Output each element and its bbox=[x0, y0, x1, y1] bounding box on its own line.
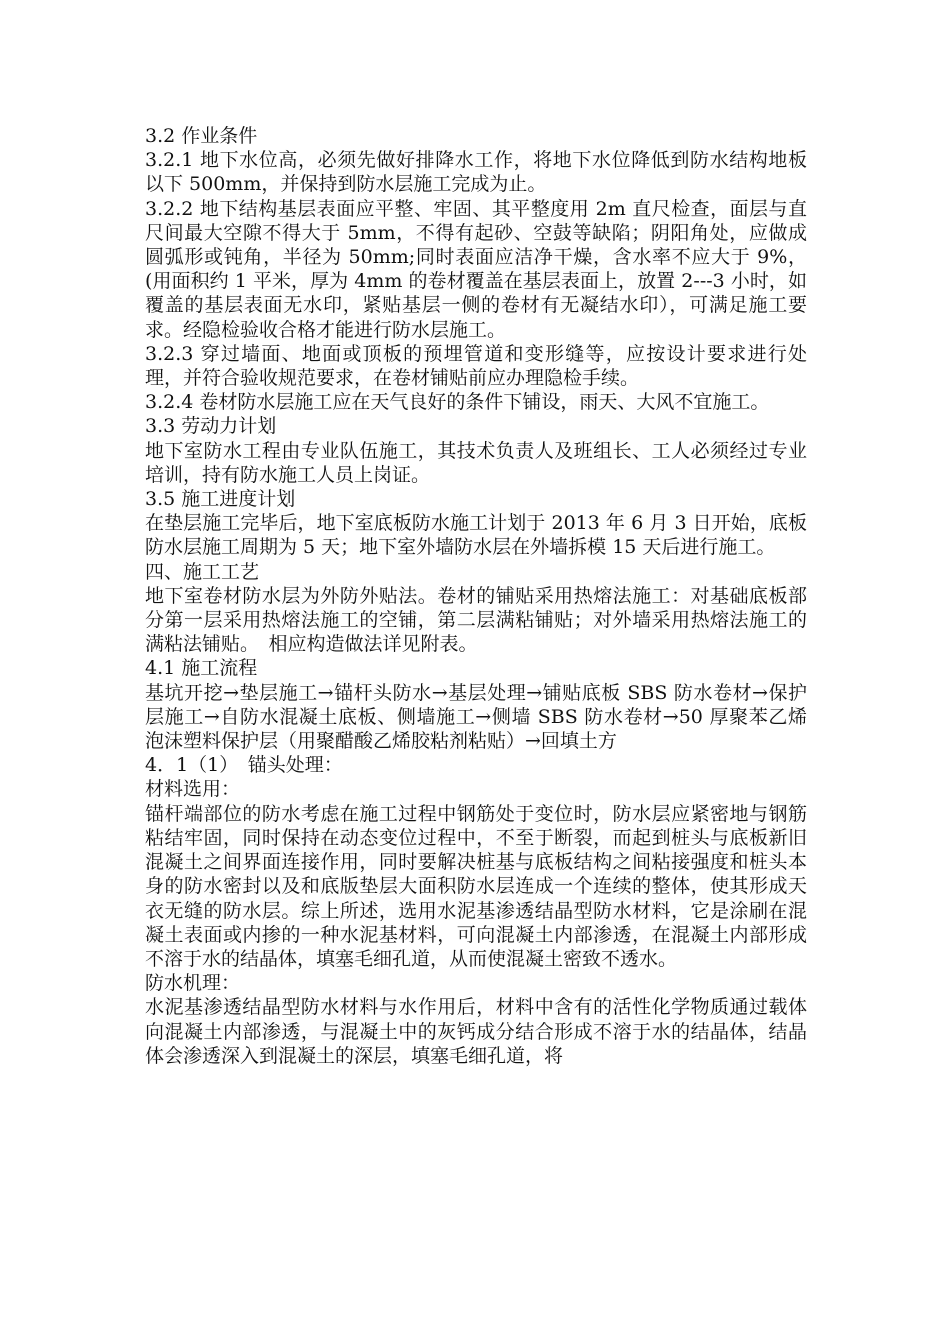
paragraph-3-2-1: 3.2.1 地下水位高，必须先做好排降水工作，将地下水位降低到防水结构地板以下 500mm，并保持到防水层施工完成为止。 bbox=[145, 149, 807, 196]
paragraph-3-2-3: 3.2.3 穿过墙面、地面或顶板的预埋管道和变形缝等，应按设计要求进行处理，并符合验收规范要求，在卷材铺贴前应办理隐检手续。 bbox=[145, 342, 807, 390]
heading-3-3: 3.3 劳动力计划 bbox=[145, 415, 277, 438]
heading-3-2: 3.2 作业条件 bbox=[145, 125, 258, 147]
subheading-material-selection: 材料选用： bbox=[145, 778, 241, 801]
heading-section-4: 四、施工工艺 bbox=[145, 560, 260, 583]
paragraph-3-2-2: 3.2.2 地下结构基层表面应平整、牢固、其平整度用 2m 直尺检查，面层与直尺间最大空隙不得大于 5mm，不得有起砂、空鼓等缺陷；阴阳角处，应做成圆弧形或钝角，半径为 50mm;同时表面应洁净干燥，含水率不应大于 9%，(用面积约 1 平米，厚为 4mm 的卷材覆盖在基层表面上，放置 2---3 小时，如覆盖的基层表面无水印，紧贴基层一侧的卷材有无凝结水印），可满足施工要求。经隐检验收合格才能进行防水层施工。 bbox=[145, 197, 807, 341]
paragraph-process-flow: 基坑开挖→垫层施工→锚杆头防水→基层处理→铺贴底板 SBS 防水卷材→保护层施工→自防水混凝土底板、侧墙施工→侧墙 SBS 防水卷材→50 厚聚苯乙烯泡沫塑料保护层（用聚醋酸乙烯胶粘剂粘贴）→回填土方 bbox=[145, 681, 807, 753]
heading-4-1-1: 4．1（1） 锚头处理： bbox=[145, 754, 343, 777]
paragraph-3-2-4: 3.2.4 卷材防水层施工应在天气良好的条件下铺设，雨天、大风不宜施工。 bbox=[145, 391, 770, 414]
heading-4-1: 4.1 施工流程 bbox=[145, 657, 258, 680]
heading-3-5: 3.5 施工进度计划 bbox=[145, 488, 296, 511]
paragraph-labor-plan: 地下室防水工程由专业队伍施工，其技术负责人及班组长、工人必须经过专业培训，持有防水施工人员上岗证。 bbox=[145, 439, 807, 486]
paragraph-schedule: 在垫层施工完毕后，地下室底板防水施工计划于 2013 年 6 月 3 日开始，底板防水层施工周期为 5 天；地下室外墙防水层在外墙拆模 15 天后进行施工。 bbox=[145, 512, 807, 559]
subheading-waterproof-mechanism: 防水机理： bbox=[145, 972, 241, 995]
paragraph-material-selection: 锚杆端部位的防水考虑在施工过程中钢筋处于变位时，防水层应紧密地与钢筋粘结牢固，同时保持在动态变位过程中，不至于断裂，而起到桩头与底板新旧混凝土之间界面连接作用，同时要解决桩基与底板结构之间粘接强度和桩头本身的防水密封以及和底版垫层大面积防水层连成一个连续的整体，使其形成天衣无缝的防水层。综上所述，选用水泥基渗透结晶型防水材料，它是涂刷在混凝土表面或内掺的一种水泥基材料，可向混凝土内部渗透，在混凝土内部形成不溶于水的结晶体，填塞毛细孔道，从而使混凝土密致不透水。 bbox=[145, 802, 807, 970]
document-page bbox=[145, 124, 807, 1068]
paragraph-process-method: 地下室卷材防水层为外防外贴法。卷材的铺贴采用热熔法施工：对基础底板部分第一层采用热熔法施工的空铺，第二层满粘铺贴；对外墙采用热熔法施工的满粘法铺贴。 相应构造做法详见附表。 bbox=[145, 584, 807, 656]
paragraph-waterproof-mechanism: 水泥基渗透结晶型防水材料与水作用后，材料中含有的活性化学物质通过载体向混凝土内部渗透，与混凝土中的灰钙成分结合形成不溶于水的结晶体，结晶体会渗透深入到混凝土的深层，填塞毛细孔道，将 bbox=[145, 996, 807, 1067]
